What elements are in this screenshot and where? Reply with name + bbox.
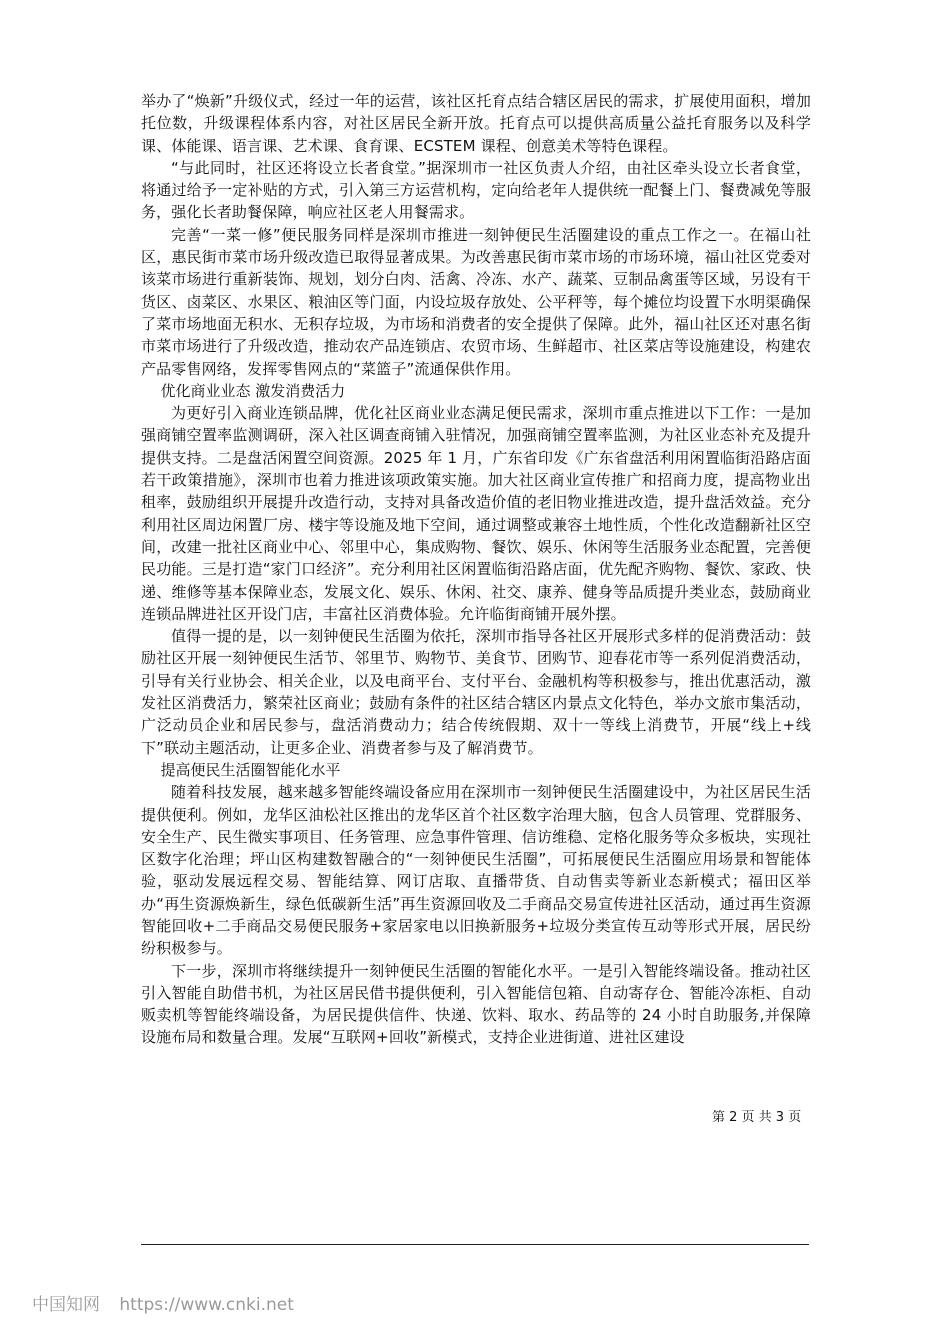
section-heading: 优化商业业态 激发消费活力 [160, 381, 346, 400]
footer-divider [141, 1244, 809, 1245]
paragraph: 值得一提的是，以一刻钟便民生活圈为依托，深圳市指导各社区开展形式多样的促消费活动：鼓励社区开展一刻钟便民生活节、邻里节、购物节、美食节、团购节、迎春花市等一系列促消费活动，引导有关行业协会、相关企业，以及电商平台、支付平台、金融机构等积极参与，推出优惠活动，激发社区消费活力，繁荣社区商业；鼓励有条件的社区结合辖区内景点文化特色，举办文旅市集活动，广泛动员企业和居民参与，盘活消费动力；结合传统假期、双十一等线上消费节，开展“线上+线下”联动主题活动，让更多企业、消费者参与及了解消费节。 [141, 627, 811, 757]
paragraph: 完善“一菜一修”便民服务同样是深圳市推进一刻钟便民生活圈建设的重点工作之一。在福山社区，惠民街市菜市场升级改造已取得显著成果。为改善惠民街市菜市场的市场环境，福山社区党委对该菜市场进行重新装饰、规划，划分白肉、活禽、冷冻、水产、蔬菜、豆制品禽蛋等区域，另设有干货区、卤菜区、水果区、粮油区等门面，内设垃圾存放处、公平秤等，每个摊位均设置下水明渠确保了菜市场地面无积水、无积存垃圾，为市场和消费者的安全提供了保障。此外，福山社区还对惠名街市菜市场进行了升级改造，推动农产品连锁店、农贸市场、生鲜超市、社区菜店等设施建设，构建农产品零售网络，发挥零售网点的“菜篮子”流通保供作用。 [141, 225, 811, 378]
paragraph: 举办了“焕新”升级仪式，经过一年的运营，该社区托育点结合辖区居民的需求，扩展使用面积，增加托位数，升级课程体系内容，对社区居民全新开放。托育点可以提供高质量公益托育服务以及科学课、体能课、语言课、艺术课、食育课、ECSTEM 课程、创意美术等特色课程。 [141, 92, 811, 155]
watermark [32, 1293, 294, 1317]
paragraph: 随着科技发展，越来越多智能终端设备应用在深圳市一刻钟便民生活圈建设中，为社区居民生活提供便利。例如，龙华区油松社区推出的龙华区首个社区数字治理大脑，包含人员管理、党群服务、安全生产、民生微实事项目、任务管理、应急事件管理、信访维稳、定格化服务等众多板块，实现社区数字化治理；坪山区构建数智融合的“一刻钟便民生活圈”，可拓展便民生活圈应用场景和智能体验，驱动发展远程交易、智能结算、网订店取、直播带货、自动售卖等新业态新模式；福田区举办“再生资源焕新生，绿色低碳新生活”再生资源回收及二手商品交易宣传进社区活动，通过再生资源智能回收+二手商品交易便民服务+家居家电以旧换新服务+垃圾分类宣传互动等形式开展，居民纷纷积极参与。 [141, 783, 811, 958]
section-heading: 提高便民生活圈智能化水平 [160, 760, 341, 779]
paragraph: 为更好引入商业连锁品牌，优化社区商业业态满足便民需求，深圳市重点推进以下工作：一是加强商铺空置率监测调研，深入社区调查商铺入驻情况，加强商铺空置率监测，为社区业态补充及提升提供支持。二是盘活闲置空间资源。2025 年 1 月，广东省印发《广东省盘活利用闲置临街沿路店面若干政策措施》，深圳市也着力推进该项政策实施。加大社区商业宣传推广和招商力度，提高物业出租率，鼓励组织开展提升改造行动，支持对具备改造价值的老旧物业推进改造，提升盘活效益。充分利用社区周边闲置厂房、楼宇等设施及地下空间，通过调整或兼容土地性质，个性化改造翻新社区空间，改建一批社区商业中心、邻里中心，集成购物、餐饮、娱乐、休闲等生活服务业态配置，完善便民功能。三是打造“家门口经济”。充分利用社区闲置临街沿路店面，优先配齐购物、餐饮、家政、快递、维修等基本保障业态，发展文化、娱乐、休闲、社交、康养、健身等品质提升类业态，鼓励商业连锁品牌进社区开设门店，丰富社区消费体验。允许临街商铺开展外摆。 [141, 404, 811, 623]
page-number: 第 2 页 共 3 页 [712, 1110, 802, 1125]
watermark-url: https://www.cnki.net [119, 1295, 294, 1315]
paragraph: 下一步，深圳市将继续提升一刻钟便民生活圈的智能化水平。一是引入智能终端设备。推动社区引入智能自助借书机，为社区居民借书提供便利，引入智能信包箱、自动寄存仓、智能冷冻柜、自动贩卖机等智能终端设备，为居民提供信件、快递、饮料、取水、药品等的 24 小时自助服务,并保障设施布局和数量合理。发展“互联网+回收”新模式，支持企业进街道、进社区建设 [141, 961, 811, 1047]
paragraph: “与此同时，社区还将设立长者食堂。”据深圳市一社区负责人介绍，由社区牵头设立长者食堂，将通过给予一定补贴的方式，引入第三方运营机构，定向给老年人提供统一配餐上门、餐费减免等服务，强化长者助餐保障，响应社区老人用餐需求。 [141, 158, 811, 222]
article-body [141, 90, 811, 1049]
watermark-brand: 中国知网 [32, 1295, 100, 1315]
